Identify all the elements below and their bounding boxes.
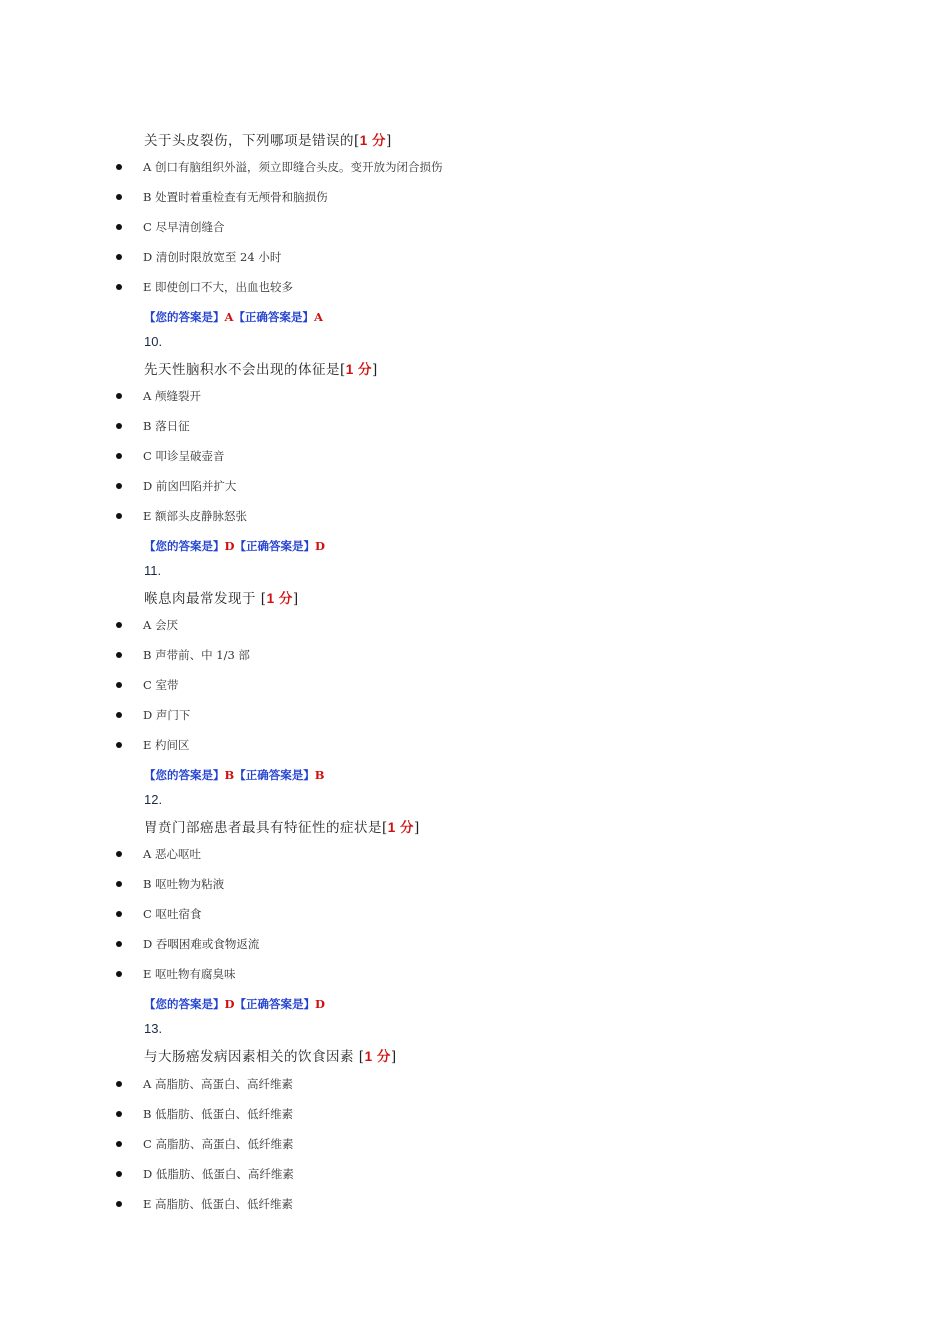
question-score: 1 分: [266, 591, 293, 606]
bullet-icon: [116, 513, 122, 519]
bullet-icon: [116, 652, 122, 658]
bullet-icon: [116, 1141, 122, 1147]
bullet-icon: [116, 622, 122, 628]
question-stem: 喉息肉最常发现于 [1 分]: [144, 591, 299, 607]
bullet-icon: [116, 483, 122, 489]
bullet-icon: [116, 1171, 122, 1177]
question-number: 12.: [144, 792, 163, 807]
bullet-icon: [116, 284, 122, 290]
bullet-icon: [116, 911, 122, 917]
bullet-icon: [116, 971, 122, 977]
answer-line: 【您的答案是】D【正确答案是】D: [144, 997, 325, 1011]
bullet-icon: [116, 393, 122, 399]
bullet-icon: [116, 224, 122, 230]
question-number: 13.: [144, 1021, 163, 1036]
question-score: 1 分: [359, 133, 387, 148]
question-stem: 关于头皮裂伤，下列哪项是错误的[1 分]: [144, 133, 392, 149]
question-stem: 胃贲门部癌患者最具有特征性的症状是[1 分]: [144, 820, 420, 836]
answer-line: 【您的答案是】A【正确答案是】A: [144, 310, 323, 324]
bullet-icon: [116, 712, 122, 718]
question-stem: 与大肠癌发病因素相关的饮食因素 [1 分]: [144, 1049, 397, 1065]
bullet-icon: [116, 742, 122, 748]
question-number: 10.: [144, 334, 163, 349]
bullet-icon: [116, 881, 122, 887]
bullet-icon: [116, 1201, 122, 1207]
bullet-icon: [116, 453, 122, 459]
bullet-icon: [116, 423, 122, 429]
question-number: 11.: [144, 563, 162, 578]
question-score: 1 分: [364, 1049, 391, 1064]
bullet-icon: [116, 941, 122, 947]
bullet-icon: [116, 254, 122, 260]
question-score: 1 分: [345, 362, 373, 377]
answer-line: 【您的答案是】D【正确答案是】D: [144, 539, 325, 553]
answer-line: 【您的答案是】B【正确答案是】B: [144, 768, 325, 782]
document-page: 关于头皮裂伤，下列哪项是错误的[1 分] A 创口有脑组织外溢，须立即缝合头皮。变开放为闭合损伤 B 处置时着重检查有无颅骨和脑损伤 C 尽早清创缝合 D 清创时限放宽至 24 小时 E 即使创口不大，出血也较多 【您的答案是】A【正确答案是】A 10. 先天性脑积水不会出现的体征是[1 分] A 颅缝裂开 B 落日征 C 叩诊呈破壶音 D 前囟凹陷并扩大 E 额部头皮静脉怒张 【您的答案是】D【正确答案是】D 11. 喉息肉最常发现于 [1 分] A 会厌 B 声带前、中 1/3 部 C 室带 D 声门下 E 杓间区 【您的答案是】B【正确答案是】B 12. 胃贲门部癌患者最具有特征性的症状是[1 分] A 恶心呕吐 B 呕吐物为粘液 C 呕吐宿食 D 吞咽困难或食物返流 E 呕吐物有腐臭味 【您的答案是】D【正确答案是】D 13. 与大肠癌发病因素相关的饮食因素 [1 分] A 高脂肪、高蛋白、高纤维素 B 低脂肪、低蛋白、低纤维素 C 高脂肪、高蛋白、低纤维素 D 低脂肪、低蛋白、高纤维素 E 高脂肪、低蛋白、低纤维素: [0, 0, 950, 1344]
bullet-icon: [116, 1081, 122, 1087]
bullet-icon: [116, 851, 122, 857]
question-score: 1 分: [387, 820, 415, 835]
bullet-icon: [116, 682, 122, 688]
bullet-icon: [116, 1111, 122, 1117]
question-stem: 先天性脑积水不会出现的体征是[1 分]: [144, 362, 378, 378]
bullet-icon: [116, 164, 122, 170]
bullet-icon: [116, 194, 122, 200]
